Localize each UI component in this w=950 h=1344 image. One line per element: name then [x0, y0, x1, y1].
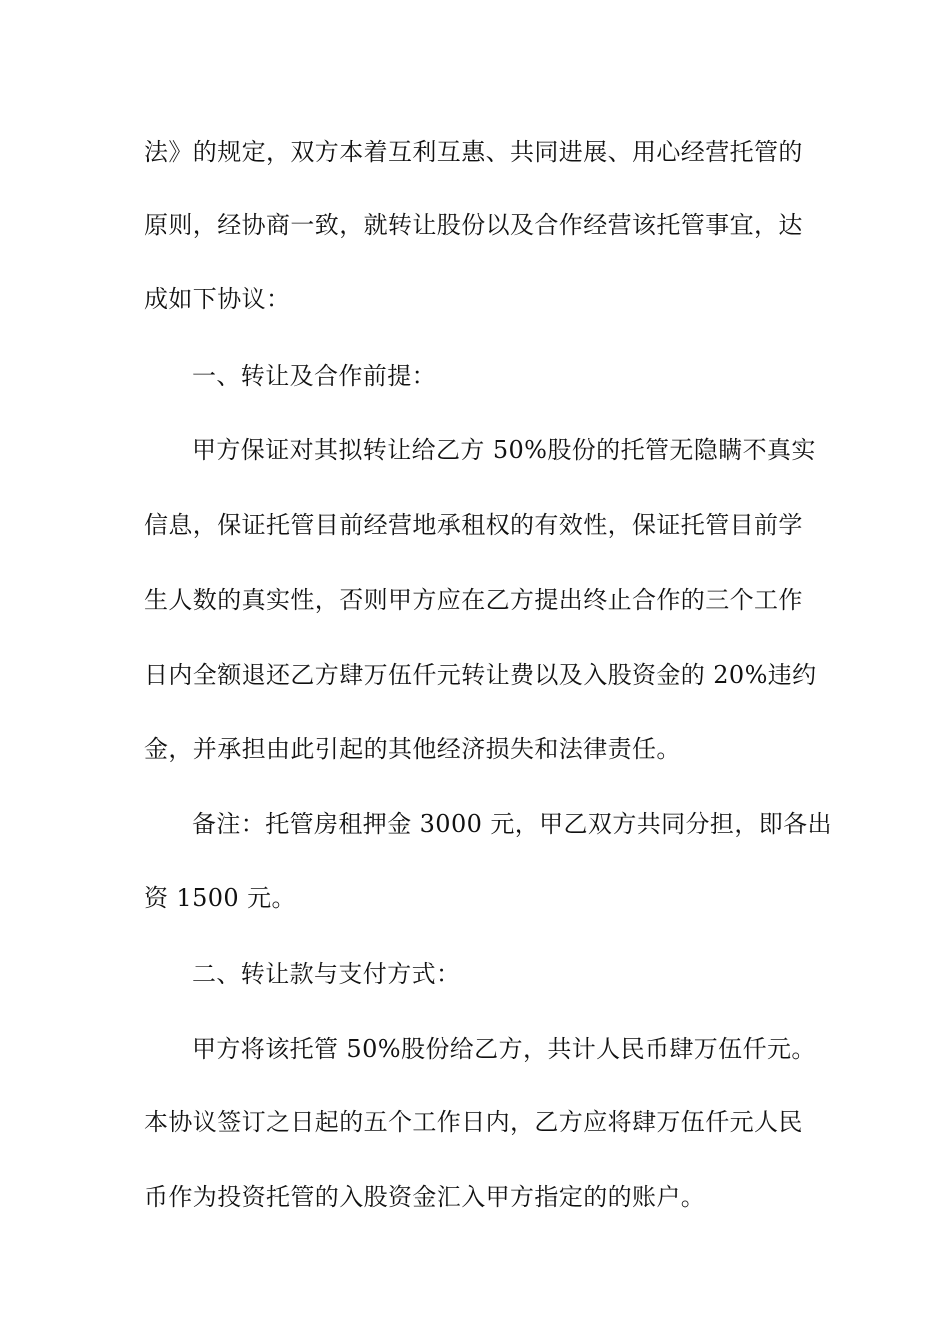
note-line: 资 1500 元。	[144, 884, 296, 912]
body-line: 金，并承担由此引起的其他经济损失和法律责任。	[144, 735, 681, 763]
body-line: 本协议签订之日起的五个工作日内，乙方应将肆万伍仟元人民	[144, 1108, 803, 1136]
body-line: 成如下协议：	[144, 285, 291, 313]
note-line: 备注：托管房租押金 3000 元，甲乙双方共同分担，即各出	[192, 810, 832, 838]
body-line: 甲方保证对其拟转让给乙方 50%股份的托管无隐瞒不真实	[192, 436, 816, 464]
body-line: 甲方将该托管 50%股份给乙方，共计人民币肆万伍仟元。	[192, 1035, 816, 1063]
section-heading: 一、转让及合作前提：	[192, 362, 436, 390]
body-line: 法》的规定，双方本着互利互惠、共同进展、用心经营托管的	[144, 138, 803, 166]
body-line: 币作为投资托管的入股资金汇入甲方指定的的账户。	[144, 1183, 706, 1211]
body-line: 原则，经协商一致，就转让股份以及合作经营该托管事宜，达	[144, 211, 803, 239]
body-line: 信息，保证托管目前经营地承租权的有效性，保证托管目前学	[144, 511, 803, 539]
body-line: 生人数的真实性，否则甲方应在乙方提出终止合作的三个工作	[144, 586, 803, 614]
section-heading: 二、转让款与支付方式：	[192, 960, 461, 988]
body-line: 日内全额退还乙方肆万伍仟元转让费以及入股资金的 20%违约	[144, 661, 817, 689]
